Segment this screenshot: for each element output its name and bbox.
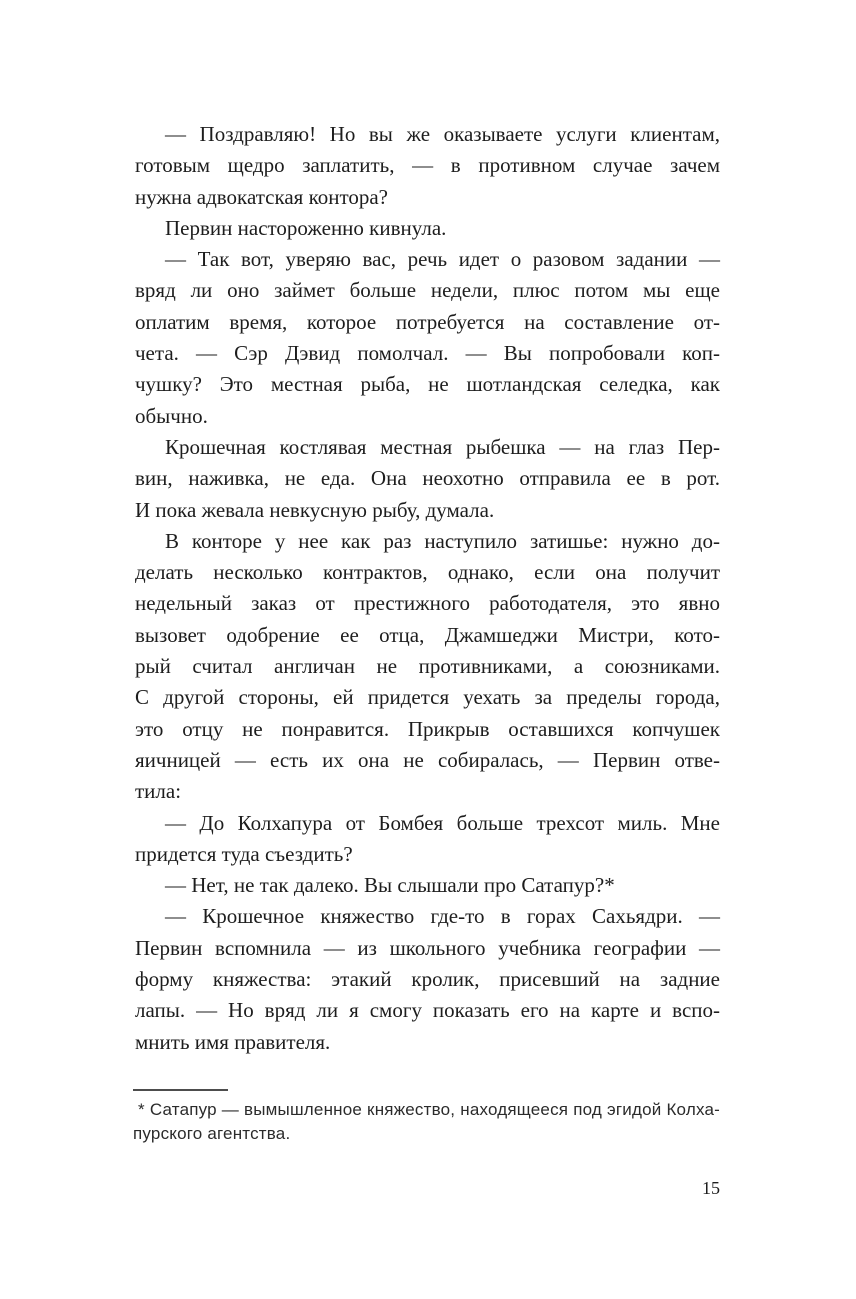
paragraph (135, 808, 720, 871)
text-line: обычно. (135, 403, 208, 428)
text-line: В конторе у нее как раз наступило затишье: нужно до- (165, 528, 720, 553)
paragraph (135, 870, 720, 901)
page-text (135, 119, 720, 1058)
paragraph (135, 244, 720, 432)
text-line: — Так вот, уверяю вас, речь идет о разовом задании — (165, 247, 720, 272)
text-line: вызовет одобрение ее отца, Джамшеджи Мистри, кото- (135, 622, 720, 647)
text-line: чета. — Сэр Дэвид помолчал. — Вы попробовали коп- (135, 341, 720, 366)
text-line: — До Колхапура от Бомбея больше трехсот миль. Мне (165, 810, 720, 835)
footnote-line: * Сатапур — вымышленное княжество, находящееся под эгидой Колха- (138, 1100, 720, 1119)
text-line: вряд ли оно займет больше недели, плюс потом мы еще (135, 278, 720, 303)
footnote-text (133, 1098, 720, 1146)
text-line: тила: (135, 779, 182, 804)
text-line: И пока жевала невкусную рыбу, думала. (135, 497, 495, 522)
footnote-separator (133, 1089, 228, 1091)
page-number: 15 (702, 1178, 720, 1198)
paragraph (135, 526, 720, 808)
footnote (133, 1089, 720, 1146)
text-line: чушку? Это местная рыба, не шотландская селедка, как (135, 372, 720, 397)
text-line: рый считал англичан не противниками, а союзниками. (135, 654, 720, 679)
paragraph (135, 213, 720, 244)
text-line: — Крошечное княжество где-то в горах Сахьядри. — (165, 904, 720, 929)
text-line: нужна адвокатская контора? (135, 184, 389, 209)
text-line: — Нет, не так далеко. Вы слышали про Сатапур?* (165, 873, 615, 898)
text-line: С другой стороны, ей придется уехать за пределы города, (135, 685, 720, 710)
text-line: придется туда съездить? (135, 841, 353, 866)
paragraph (135, 432, 720, 526)
paragraph (135, 901, 720, 1057)
text-line: яичницей — есть их она не собиралась, — Первин отве- (135, 747, 720, 772)
text-line: делать несколько контрактов, однако, если она получит (135, 560, 720, 585)
paragraph (135, 119, 720, 213)
text-line: недельный заказ от престижного работодателя, это явно (135, 591, 720, 616)
text-line: лапы. — Но вряд ли я смогу показать его на карте и вспо- (135, 998, 720, 1023)
text-line: Первин вспомнила — из школьного учебника географии — (135, 935, 720, 960)
text-line: это отцу не понравится. Прикрыв оставшихся копчушек (135, 716, 720, 741)
text-line: Крошечная костлявая местная рыбешка — на глаз Пер- (165, 434, 720, 459)
text-line: оплатим время, которое потребуется на составление от- (135, 309, 720, 334)
text-line: Первин настороженно кивнула. (165, 215, 447, 240)
text-line: готовым щедро заплатить, — в противном случае зачем (135, 153, 720, 178)
text-line: — Поздравляю! Но вы же оказываете услуги клиентам, (165, 122, 720, 146)
text-line: мнить имя правителя. (135, 1029, 331, 1054)
footnote-line: пурского агентства. (133, 1124, 291, 1143)
text-line: форму княжества: этакий кролик, присевший на задние (135, 967, 720, 992)
text-line: вин, наживка, не еда. Она неохотно отправила ее в рот. (135, 466, 720, 491)
